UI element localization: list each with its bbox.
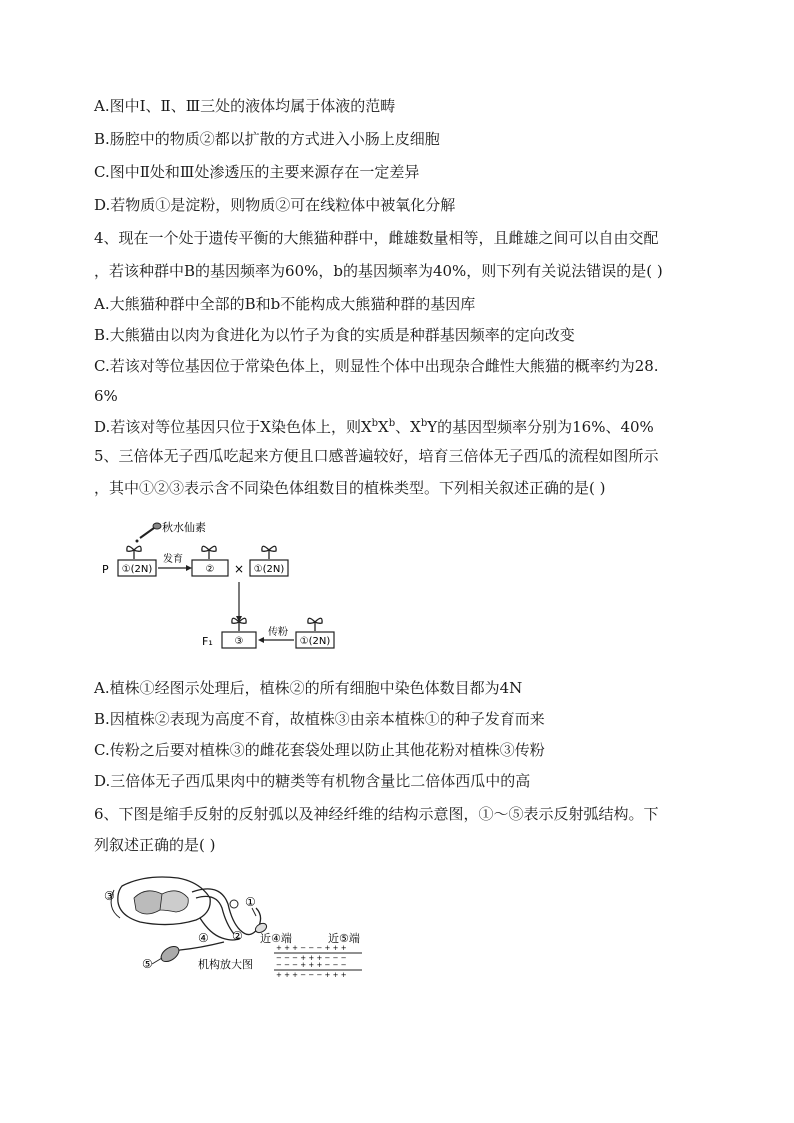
label-4: ④ xyxy=(198,931,209,945)
colchicine-label: 秋水仙素 xyxy=(162,521,206,534)
enlarged-view-label: 机构放大图 xyxy=(198,958,253,971)
charge-row-1: + + + − − − + + + xyxy=(276,944,347,952)
charge-row-2: − − − + + + − − − xyxy=(276,954,347,962)
q5-option-a: A.植株①经图示处理后，植株②的所有细胞中染色体数目都为4N xyxy=(94,679,523,697)
f1-label: F₁ xyxy=(202,635,213,648)
box-plant5: ①(2N) xyxy=(299,636,331,647)
seedling-icon xyxy=(127,546,141,559)
near-5-end-label: 近⑤端 xyxy=(328,932,360,945)
q3-option-b: B.肠腔中的物质②都以扩散的方式进入小肠上皮细胞 xyxy=(94,130,440,148)
q5-option-b: B.因植株②表现为高度不育，故植株③由亲本植株①的种子发育而来 xyxy=(94,710,545,728)
charge-row-3: − − − + + + − − − xyxy=(276,961,347,969)
develop-label: 发育 xyxy=(163,554,183,565)
label-1: ① xyxy=(245,895,256,909)
p-label: P xyxy=(102,563,109,576)
charge-row-4: + + + − − − + + + xyxy=(276,971,347,978)
q3-option-d: D.若物质①是淀粉，则物质②可在线粒体中被氧化分解 xyxy=(94,196,456,214)
label-3: ③ xyxy=(104,889,115,903)
q5-option-d: D.三倍体无子西瓜果肉中的糖类等有机物含量比二倍体西瓜中的高 xyxy=(94,772,531,790)
box-plant1: ①(2N) xyxy=(121,564,153,575)
cross-symbol: × xyxy=(233,562,245,576)
label-5: ⑤ xyxy=(142,957,153,971)
q4-stem-line2: ，若该种群中B的基因频率为60%，b的基因频率为40%，则下列有关说法错误的是( ) xyxy=(94,262,663,280)
q6-stem-line1: 6、下图是缩手反射的反射弧以及神经纤维的结构示意图，①～⑤表示反射弧结构。下 xyxy=(94,805,659,823)
near-4-end-label: 近④端 xyxy=(260,932,292,945)
seedling-icon xyxy=(308,618,322,631)
q4-stem-line1: 4、现在一个处于遗传平衡的大熊猫种群中，雌雄数量相等，且雌雄之间可以自由交配 xyxy=(94,229,659,247)
q5-stem-line1: 5、三倍体无子西瓜吃起来方便且口感普遍较好，培育三倍体无子西瓜的流程如图所示 xyxy=(94,447,659,465)
spinal-cord-section xyxy=(118,877,210,925)
nerve-fiber-enlarged xyxy=(274,944,362,978)
q5-stem-line2: ，其中①②③表示含不同染色体组数目的植株类型。下列相关叙述正确的是( ) xyxy=(94,479,606,497)
seedling-icon xyxy=(202,546,216,559)
label-2: ② xyxy=(232,929,243,943)
dropper-icon xyxy=(136,523,162,543)
box-plant3: ①(2N) xyxy=(253,564,285,575)
q3-option-a: A.图中Ⅰ、Ⅱ、Ⅲ三处的液体均属于体液的范畴 xyxy=(94,97,396,115)
q4-option-c-line2: 6% xyxy=(94,387,118,405)
q6-stem-line2: 列叙述正确的是( ) xyxy=(94,836,216,854)
q4-option-a: A.大熊猫种群中全部的B和b不能构成大熊猫种群的基因库 xyxy=(94,295,476,313)
q4-option-c-line1: C.若该对等位基因位于常染色体上，则显性个体中出现杂合雌性大熊猫的概率约为28. xyxy=(94,357,659,375)
q3-option-c: C.图中Ⅱ处和Ⅲ处渗透压的主要来源存在一定差异 xyxy=(94,163,420,181)
reflex-arc-diagram xyxy=(100,868,380,978)
watermelon-breeding-diagram xyxy=(96,518,356,658)
pollinate-label: 传粉 xyxy=(268,627,288,638)
seedling-icon xyxy=(262,546,276,559)
q4-option-b: B.大熊猫由以肉为食进化为以竹子为食的实质是种群基因频率的定向改变 xyxy=(94,326,575,344)
q5-option-c: C.传粉之后要对植株③的雌花套袋处理以防止其他花粉对植株③传粉 xyxy=(94,741,545,759)
box-plant2: ② xyxy=(205,564,215,575)
q4-option-d: D.若该对等位基因只位于X染色体上，则$X^bX^b$、$X^bY$的基因型频率分别为16%、40% xyxy=(94,418,654,436)
box-plant4: ③ xyxy=(234,636,244,647)
